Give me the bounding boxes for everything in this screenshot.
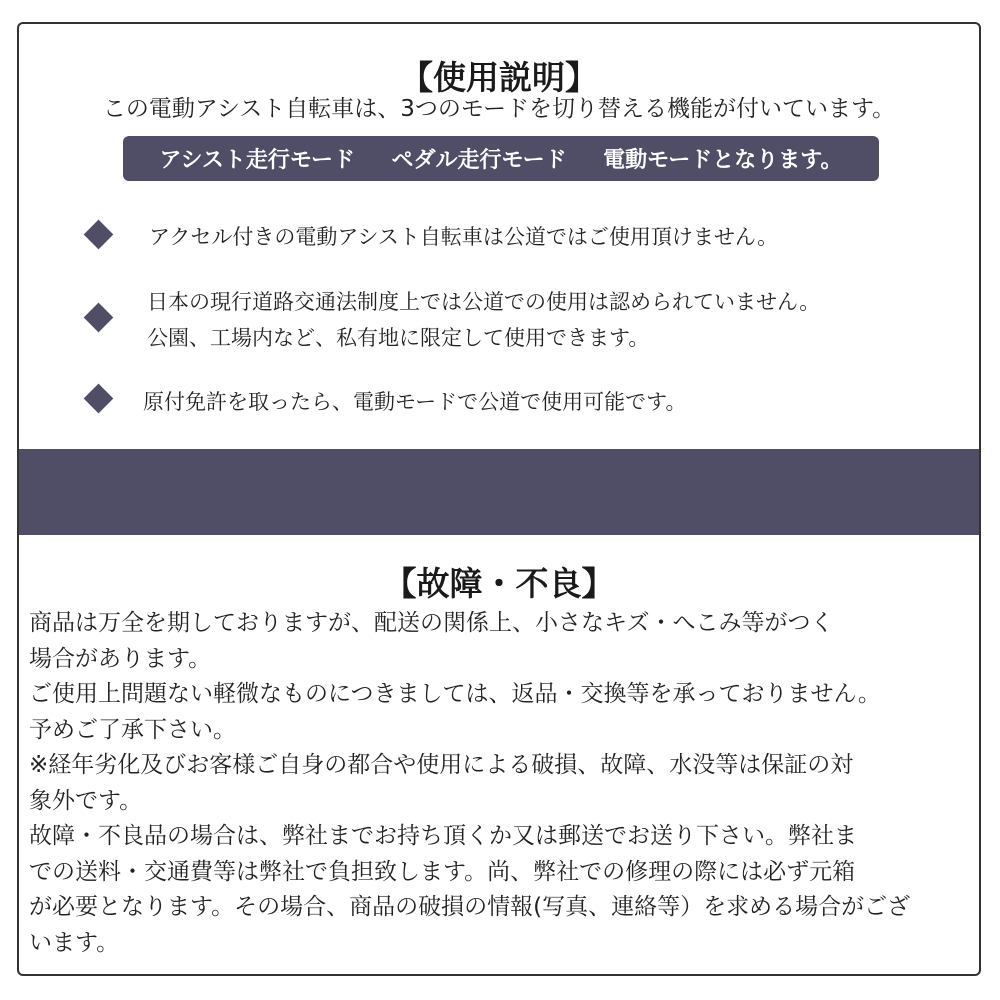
defect-line: での送料・交通費等は弊社で負担致します。尚、弊社での修理の際には必ず元箱 [29,858,856,885]
bullet-3-line-1: 原付免許を取ったら、電動モードで公道で使用可能です。 [143,390,687,414]
defect-line: ご使用上問題ない軽微なものにつきましては、返品・交換等を承っておりません。 [29,681,881,707]
usage-title: 【使用説明】 [400,58,598,97]
defect-line: 商品は万全を期しておりますが、配送の関係上、小さなキズ・へこみ等がつく [29,610,834,636]
defect-line: 場合があります。 [29,645,212,672]
defect-line: 象外です。 [29,787,143,814]
section-divider-band [19,449,979,535]
defect-line: が必要となります。その場合、商品の破損の情報(写真、連絡等）を求める場合がござ [29,894,911,920]
diamond-bullet-icon [84,303,114,333]
diamond-bullet-icon [84,384,114,414]
mode-assist: アシスト走行モード [159,148,356,173]
mode-electric: 電動モードとなります。 [603,148,843,173]
content-frame [17,22,981,976]
usage-intro: この電動アシスト自転車は、3つのモードを切り替える機能が付いています。 [102,96,896,122]
defect-line: 予めご了承下さい。 [29,716,236,743]
diamond-bullet-icon [84,220,114,250]
defect-line: ※経年劣化及びお客様ご自身の都合や使用による破損、故障、水没等は保証の対 [29,752,854,778]
defect-line: います。 [29,929,120,956]
defect-title: 【故障・不良】 [383,564,615,603]
bullet-1-line-1: アクセル付きの電動アシスト自転車は公道ではご使用頂けません。 [149,225,779,249]
bullet-2-line-1: 日本の現行道路交通法制度上では公道での使用は認められていません。 [147,290,821,314]
mode-banner [123,136,879,181]
mode-pedal: ペダル走行モード [391,148,567,173]
defect-line: 故障・不良品の場合は、弊社までお持ち頂くか又は郵送でお送り下さい。弊社ま [29,823,857,849]
bullet-2-line-2: 公園、工場内など、私有地に限定して使用できます。 [147,326,650,350]
defect-body [29,606,977,961]
